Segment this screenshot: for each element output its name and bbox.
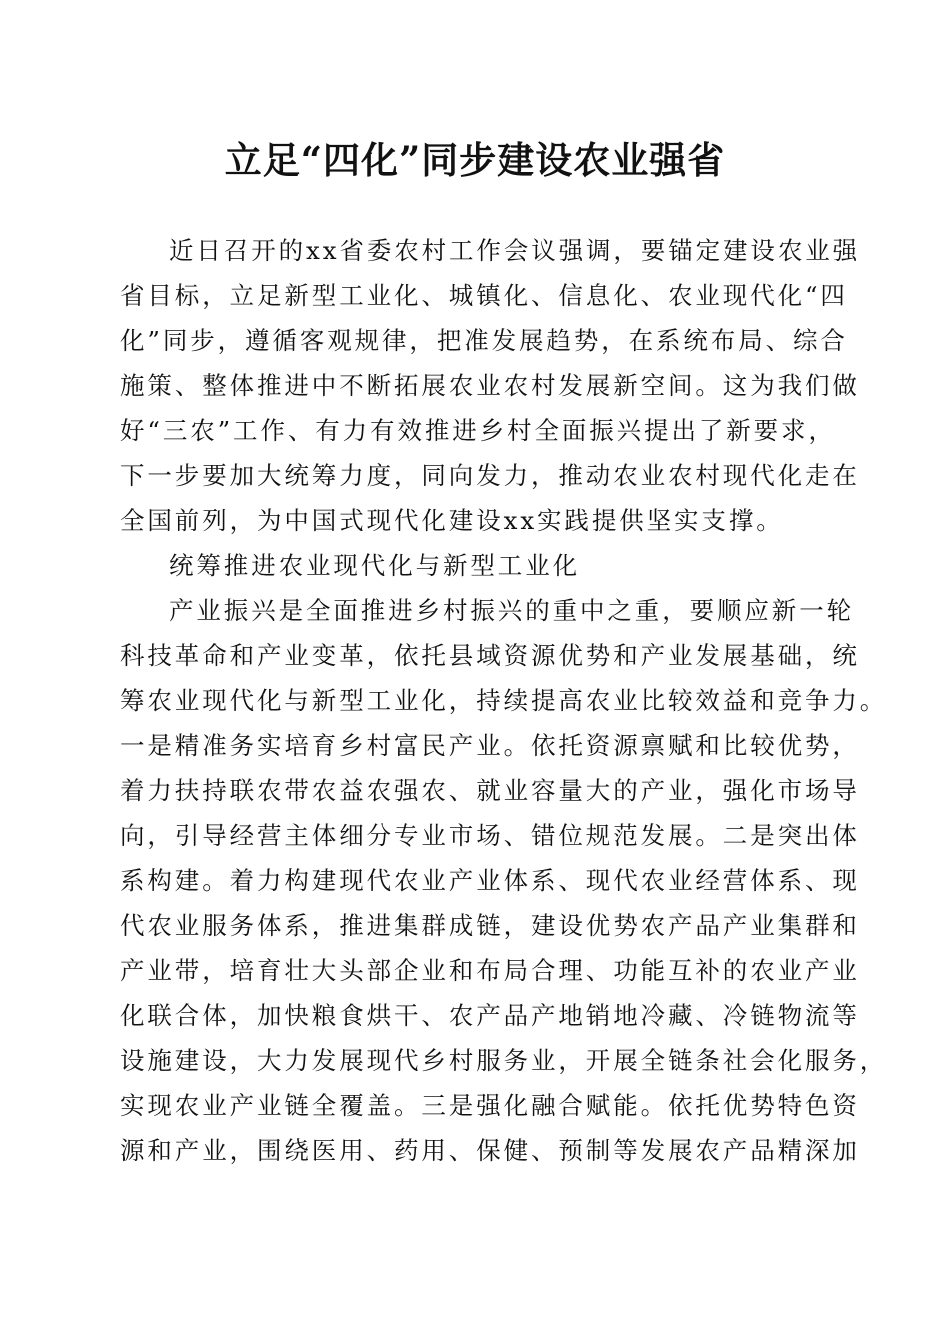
paragraph-line: 代农业服务体系，推进集群成链，建设优势农产品产业集群和 bbox=[120, 911, 860, 940]
paragraph-line: 省目标，立足新型工业化、城镇化、信息化、农业现代化“四 bbox=[120, 281, 848, 310]
paragraph-line: 化”同步，遵循客观规律，把准发展趋势，在系统布局、综合 bbox=[120, 326, 848, 355]
paragraph-line: 着力扶持联农带农益农强农、就业容量大的产业，强化市场导 bbox=[120, 776, 860, 805]
paragraph-line: 化联合体，加快粮食烘干、农产品产地销地冷藏、冷链物流等 bbox=[120, 1001, 860, 1030]
paragraph-line: 下一步要加大统筹力度，同向发力，推动农业农村现代化走在 bbox=[120, 461, 860, 490]
document-title: 立足“四化”同步建设农业强省 bbox=[224, 138, 726, 182]
paragraph-line: 实现农业产业链全覆盖。三是强化融合赋能。依托优势特色资 bbox=[120, 1091, 860, 1120]
paragraph-line: 设施建设，大力发展现代乡村服务业，开展全链条社会化服务， bbox=[120, 1046, 888, 1075]
paragraph-line: 向，引导经营主体细分专业市场、错位规范发展。二是突出体 bbox=[120, 821, 860, 850]
paragraph-line: 系构建。着力构建现代农业产业体系、现代农业经营体系、现 bbox=[120, 866, 860, 895]
paragraph-line: 近日召开的xx省委农村工作会议强调，要锚定建设农业强 bbox=[169, 236, 861, 265]
paragraph-line: 筹农业现代化与新型工业化，持续提高农业比较效益和竞争力。 bbox=[120, 686, 888, 715]
paragraph-line: 产业带，培育壮大头部企业和布局合理、功能互补的农业产业 bbox=[120, 956, 860, 985]
paragraph-line: 源和产业，围绕医用、药用、保健、预制等发展农产品精深加 bbox=[120, 1136, 860, 1165]
paragraph-line: 科技革命和产业变革，依托县域资源优势和产业发展基础，统 bbox=[120, 641, 860, 670]
section-heading: 统筹推进农业现代化与新型工业化 bbox=[169, 551, 580, 580]
paragraph-line: 一是精准务实培育乡村富民产业。依托资源禀赋和比较优势， bbox=[120, 731, 860, 760]
paragraph-line: 全国前列，为中国式现代化建设xx实践提供坚实支撑。 bbox=[120, 506, 784, 535]
paragraph-line: 施策、整体推进中不断拓展农业农村发展新空间。这为我们做 bbox=[120, 371, 860, 400]
paragraph-line: 产业振兴是全面推进乡村振兴的重中之重，要顺应新一轮 bbox=[169, 596, 854, 625]
paragraph-line: 好“三农”工作、有力有效推进乡村全面振兴提出了新要求， bbox=[120, 416, 836, 445]
